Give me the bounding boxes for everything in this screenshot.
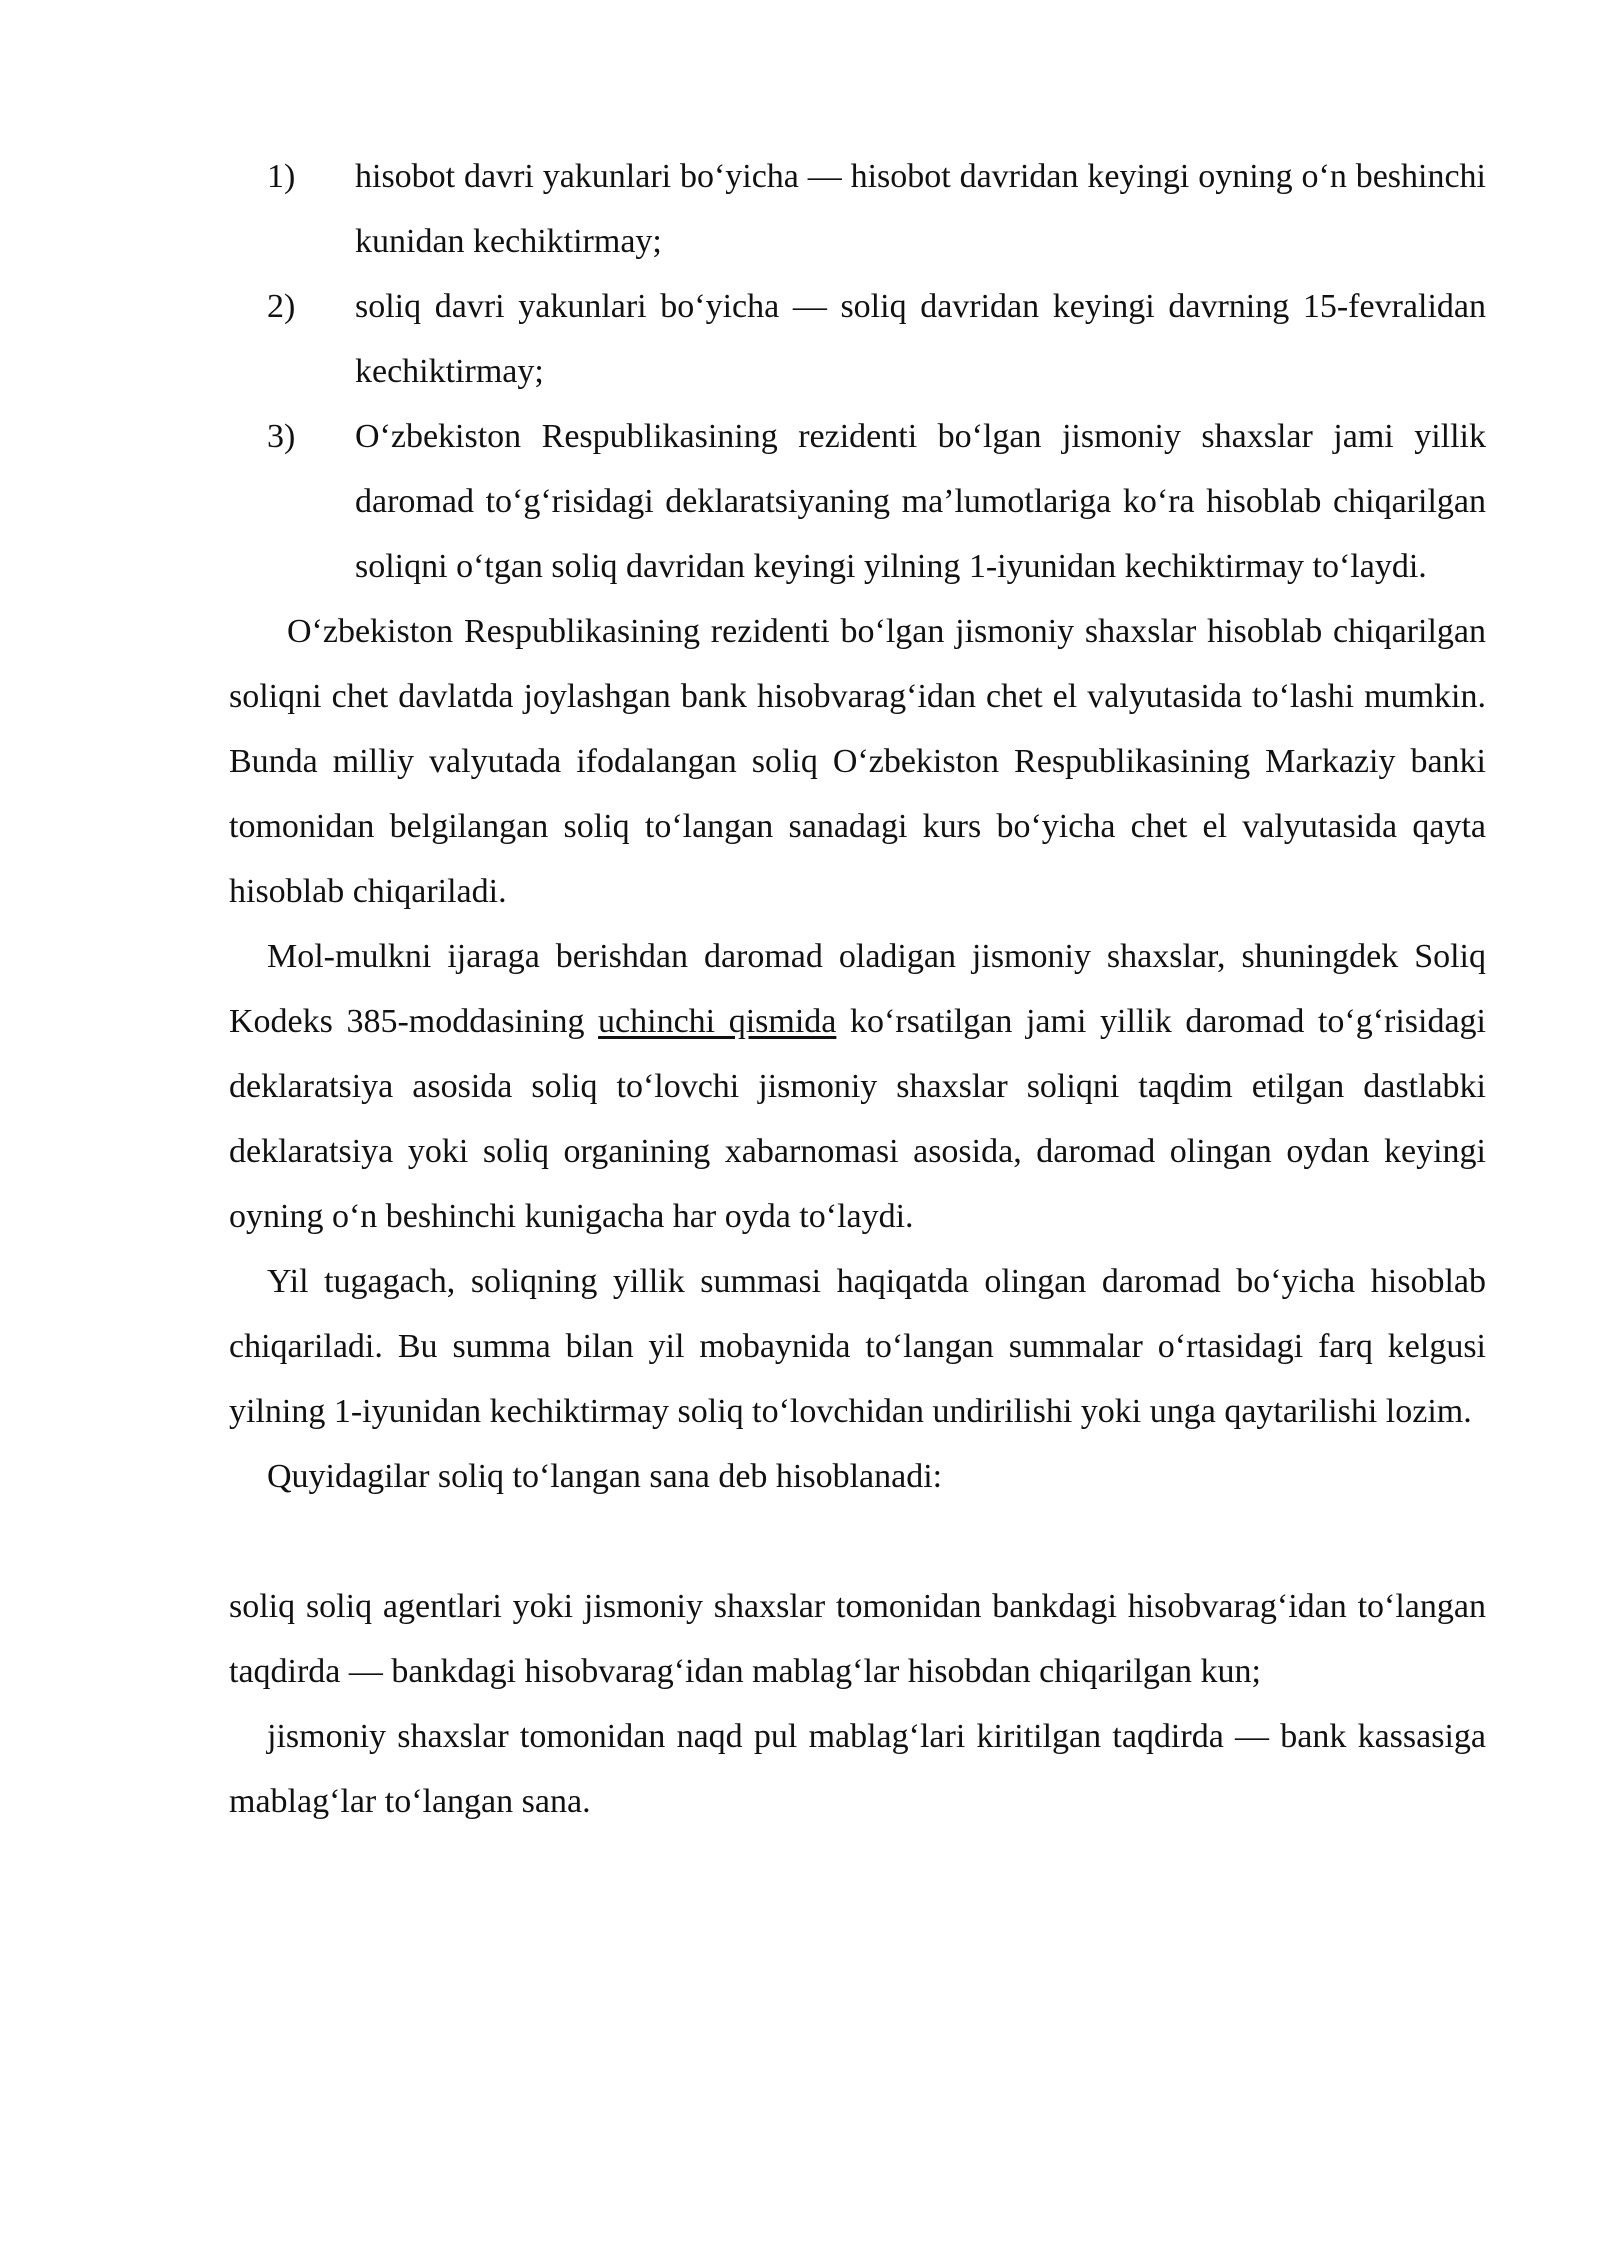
spacer	[229, 1509, 1486, 1574]
paragraph-rental-income	[229, 924, 1486, 1249]
list-item	[267, 274, 1486, 404]
paragraph-bank-transfer: soliq soliq agentlari yoki jismoniy shaxslar tomonidan bankdagi hisobvarag‘idan to‘langan taqdirda — bankdagi hisobvarag‘idan mablag‘lar hisobdan chiqarilgan kun;	[229, 1588, 1486, 1690]
list-item-text: O‘zbekiston Respublikasining rezidenti bo‘lgan jismoniy shaxslar jami yillik daromad to‘g‘risidagi deklaratsiyaning ma’lumotlariga ko‘ra hisoblab chiqarilgan soliqni o‘tgan soliq davridan keyingi yilning 1-iyunidan kechiktirmay to‘laydi.	[355, 418, 1486, 585]
list-item	[267, 404, 1486, 599]
paragraph-text: ko‘rsatilgan jami yillik daromad to‘g‘risidagi deklaratsiya asosida soliq to‘lovchi jismoniy shaxslar soliqni taqdim etilgan dastlabki deklaratsiya yoki soliq organining xabarnomasi asosida, daromad olingan oydan keyingi oyning o‘n beshinchi kunigacha har oyda to‘laydi.	[229, 1003, 1486, 1235]
paragraph-payment-date-intro: Quyidagilar soliq to‘langan sana deb hisoblanadi:	[267, 1458, 943, 1495]
list-item-text: hisobot davri yakunlari bo‘yicha — hisobot davridan keyingi oyning o‘n beshinchi kunidan kechiktirmay;	[355, 158, 1486, 260]
list-item-number: 2)	[267, 288, 296, 325]
paragraph-cash-payment: jismoniy shaxslar tomonidan naqd pul mablag‘lari kiritilgan taqdirda — bank kassasiga mablag‘lar to‘langan sana.	[229, 1718, 1486, 1820]
paragraph-annual-sum: Yil tugagach, soliqning yillik summasi haqiqatda olingan daromad bo‘yicha hisoblab chiqariladi. Bu summa bilan yil mobaynida to‘langan summalar o‘rtasidagi farq kelgusi yilning 1-iyunidan kechiktirmay soliq to‘lovchidan undirilishi yoki unga qaytarilishi lozim.	[229, 1263, 1486, 1430]
code-reference-link[interactable]: uchinchi qismida	[598, 1003, 837, 1040]
list-item-number: 3)	[267, 418, 296, 455]
paragraph-text: Mol-mulkni ijaraga berishdan daromad oladigan jismoniy shaxslar, shuningdek Soliq Kodeks 385-moddasining	[229, 938, 1486, 1040]
paragraph-foreign-currency: O‘zbekiston Respublikasining rezidenti bo‘lgan jismoniy shaxslar hisoblab chiqarilgan soliqni chet davlatda joylashgan bank hisobvarag‘idan chet el valyutasida to‘lashi mumkin. Bunda milliy valyutada ifodalangan soliq O‘zbekiston Respublikasining Markaziy banki tomonidan belgilangan soliq to‘langan sanadagi kurs bo‘yicha chet el valyutasida qayta hisoblab chiqariladi.	[229, 613, 1486, 910]
document-body	[229, 144, 1486, 1834]
payment-deadlines-list	[229, 144, 1486, 599]
list-item-number: 1)	[267, 158, 296, 195]
list-item	[267, 144, 1486, 274]
list-item-text: soliq davri yakunlari bo‘yicha — soliq davridan keyingi davrning 15-fevralidan kechiktirmay;	[355, 288, 1486, 390]
